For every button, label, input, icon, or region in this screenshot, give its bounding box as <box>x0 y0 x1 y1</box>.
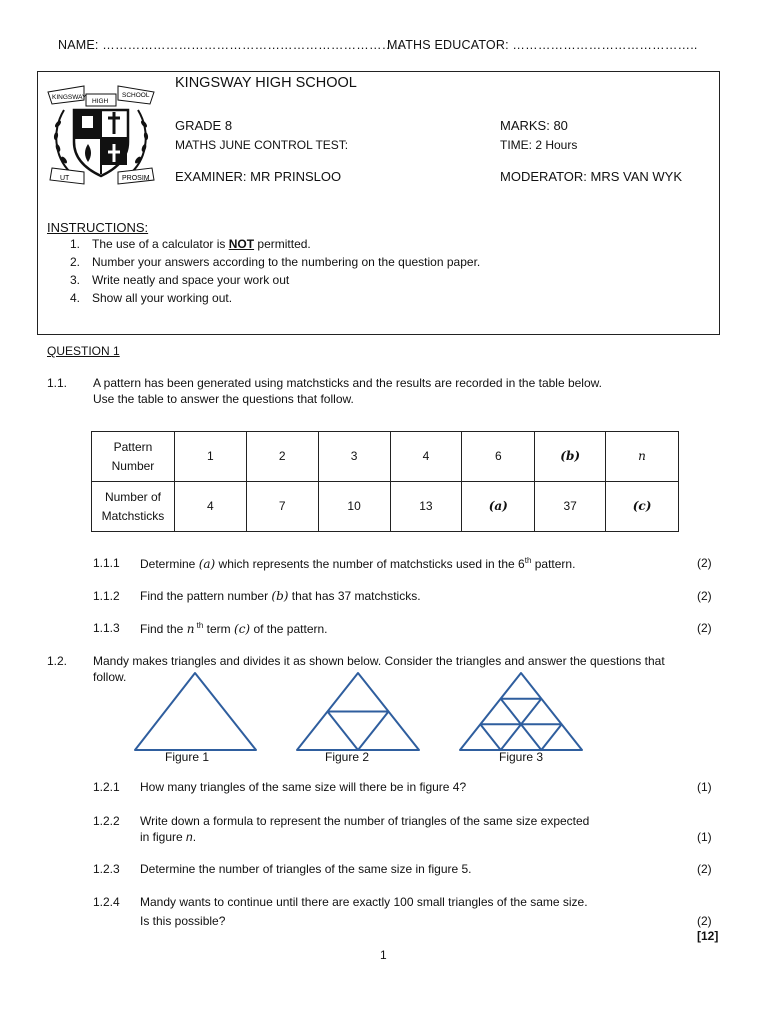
subquestion-number: 1.1.2 <box>93 589 120 603</box>
grade-label: GRADE 8 <box>175 118 233 133</box>
triangle-figures <box>130 668 590 758</box>
test-label: MATHS JUNE CONTROL TEST: <box>175 138 349 152</box>
crest-laurel-left <box>56 110 70 172</box>
table-cell: 13 <box>390 482 462 532</box>
figure-3-triangle <box>460 673 582 750</box>
table-header-cell: Number of Matchsticks <box>92 482 175 532</box>
examiner-label: EXAMINER: MR PRINSLOO <box>175 169 342 184</box>
table-row <box>92 432 679 482</box>
subquestion-number: 1.2.3 <box>93 862 120 876</box>
crest-text-prosim: PROSIM <box>122 175 150 182</box>
marks-allocation: (2) <box>697 862 712 876</box>
question-total: [12] <box>697 929 719 943</box>
crest-laurel-right <box>132 110 146 172</box>
marks-label: MARKS: 80 <box>500 118 568 133</box>
marks-allocation: (1) <box>697 830 712 844</box>
question-text: Mandy makes triangles and divides it as shown below. Consider the triangles and answer the questions that <box>93 654 665 668</box>
time-label: TIME: 2 Hours <box>500 138 578 152</box>
instruction-item: 4. Show all your working out. <box>70 291 233 305</box>
table-cell: 7 <box>246 482 318 532</box>
table-cell: n <box>606 432 679 482</box>
pattern-table <box>91 431 679 532</box>
instruction-item: 3. Write neatly and space your work out <box>70 273 290 287</box>
crest-text-ut: UT <box>60 175 70 182</box>
question-text: A pattern has been generated using matchsticks and the results are recorded in the table below. <box>93 376 602 390</box>
marks-allocation: (2) <box>697 556 712 570</box>
question-text: follow. <box>93 670 127 684</box>
subquestion-text: Write down a formula to represent the number of triangles of the same size expected <box>140 814 590 828</box>
table-cell: 6 <box>462 432 535 482</box>
table-header-cell: Pattern Number <box>92 432 175 482</box>
table-cell: 3 <box>318 432 390 482</box>
instruction-item: 1. The use of a calculator is NOT permitted. <box>70 237 311 251</box>
subquestion-text: Determine (a) which represents the number of matchsticks used in the 6th pattern. <box>140 556 576 571</box>
figure-2-label: Figure 2 <box>325 750 370 764</box>
table-cell: 4 <box>174 482 246 532</box>
figure-1-triangle <box>135 673 256 750</box>
subquestion-text: Find the pattern number (b) that has 37 matchsticks. <box>140 589 421 603</box>
school-name: KINGSWAY HIGH SCHOOL <box>175 75 357 91</box>
subquestion-text: Mandy wants to continue until there are exactly 100 small triangles of the same size. <box>140 895 588 909</box>
subquestion-text: Is this possible? <box>140 914 226 928</box>
subquestion-text: Find the n $^{th}$ term (c) of the pattern. <box>140 621 328 636</box>
table-cell: 4 <box>390 432 462 482</box>
subquestion-number: 1.2.4 <box>93 895 120 909</box>
table-cell: 37 <box>535 482 606 532</box>
crest-text-high: HIGH <box>92 98 109 105</box>
subquestion-text: in figure n. <box>140 830 197 844</box>
page-number: 1 <box>380 948 387 962</box>
table-cell: (c) <box>606 482 679 532</box>
question-number: 1.2. <box>47 654 68 668</box>
educator-field-label: MATHS EDUCATOR: …………………………………….. <box>387 38 698 52</box>
table-cell: 10 <box>318 482 390 532</box>
figure-3-label: Figure 3 <box>499 750 544 764</box>
subquestion-number: 1.2.2 <box>93 814 120 828</box>
subquestion-number: 1.1.3 <box>93 621 120 635</box>
table-cell: 2 <box>246 432 318 482</box>
table-row <box>92 482 679 532</box>
question-text: Use the table to answer the questions that follow. <box>93 392 354 406</box>
marks-allocation: (2) <box>697 589 712 603</box>
crest-text-kingsway: KINGSWAY <box>52 94 87 101</box>
instruction-item: 2. Number your answers according to the numbering on the question paper. <box>70 255 481 269</box>
table-cell: 1 <box>174 432 246 482</box>
table-cell: (b) <box>535 432 606 482</box>
subquestion-number: 1.1.1 <box>93 556 120 570</box>
crest-text-school: SCHOOL <box>122 92 150 99</box>
figure-2-triangle <box>297 673 419 750</box>
marks-allocation: (2) <box>697 621 712 635</box>
subquestion-text: Determine the number of triangles of the same size in figure 5. <box>140 862 472 876</box>
marks-allocation: (2) <box>697 914 712 928</box>
question-number: 1.1. <box>47 376 68 390</box>
marks-allocation: (1) <box>697 780 712 794</box>
question-heading: QUESTION 1 <box>47 344 120 358</box>
school-crest-logo <box>44 80 158 190</box>
subquestion-text: How many triangles of the same size will there be in figure 4? <box>140 780 467 794</box>
subquestion-number: 1.2.1 <box>93 780 120 794</box>
moderator-label: MODERATOR: MRS VAN WYK <box>500 169 683 184</box>
table-cell: (a) <box>462 482 535 532</box>
figure-1-label: Figure 1 <box>165 750 210 764</box>
instructions-heading: INSTRUCTIONS: <box>47 220 149 235</box>
name-field-label: NAME: …………………………………………………………….. <box>58 38 402 52</box>
